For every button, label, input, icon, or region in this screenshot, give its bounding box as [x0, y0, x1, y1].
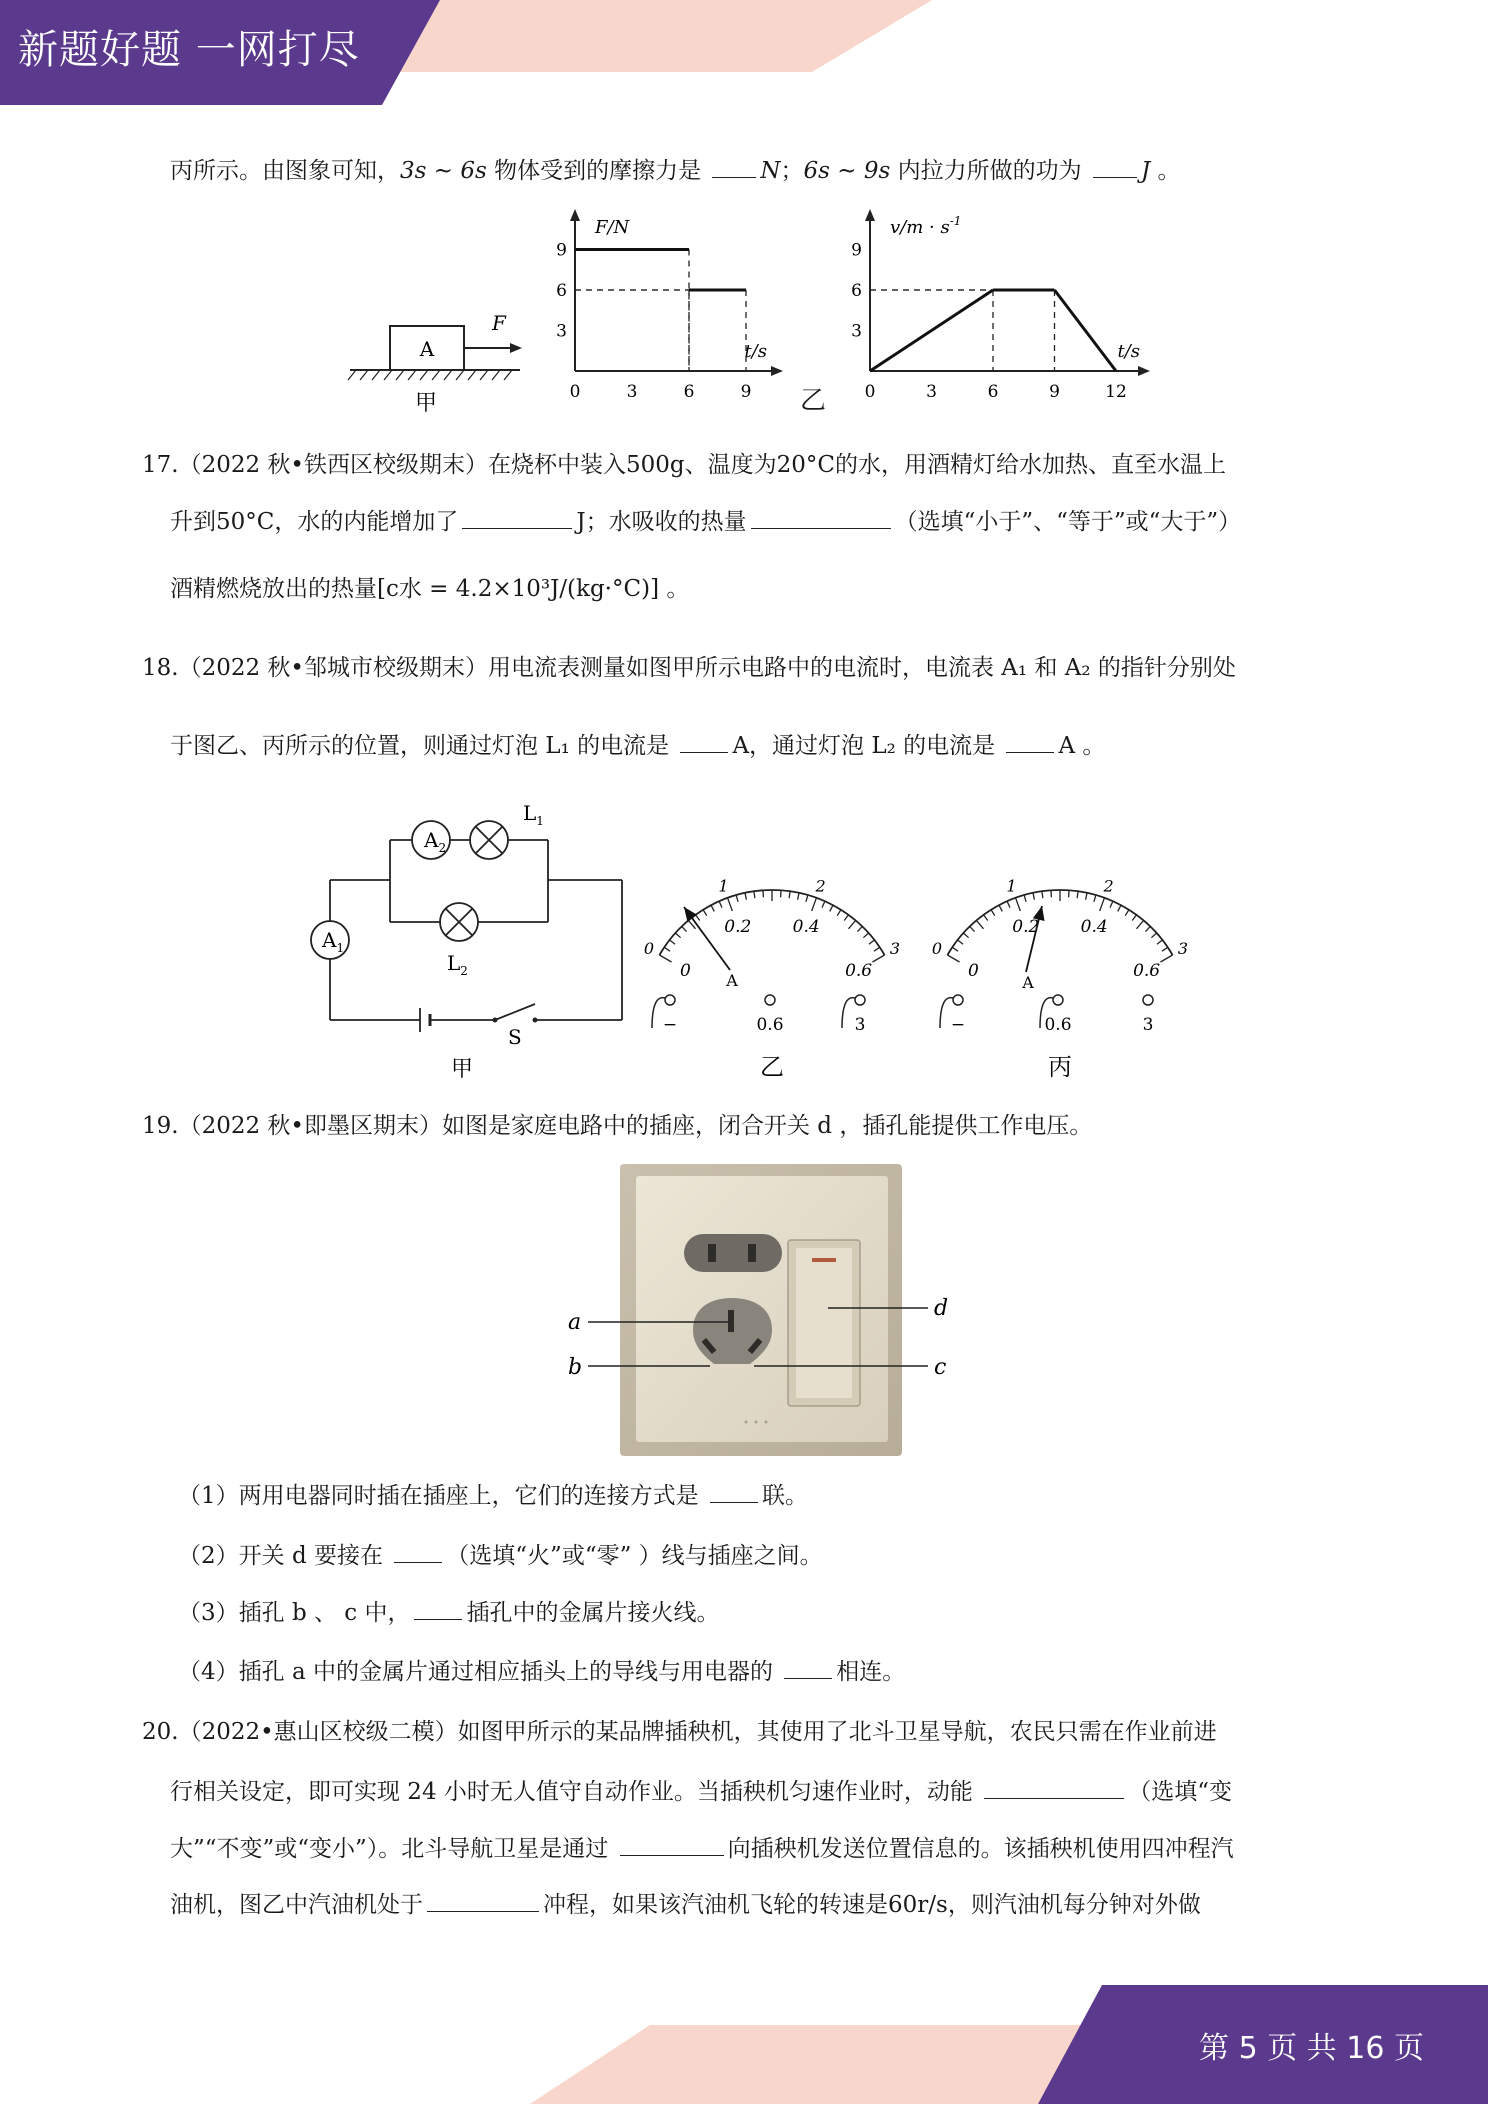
dial-tick: [830, 905, 833, 911]
dial-tick: [1151, 933, 1156, 938]
dial-top-label: 2: [1103, 876, 1114, 896]
terminal: [953, 995, 963, 1005]
dial-tick: [1016, 898, 1021, 911]
ammeter-A2-label: $A_2$: [424, 828, 447, 855]
dial-tick: [991, 910, 995, 916]
dial-tick: [719, 901, 722, 907]
dial-tick: [970, 926, 975, 931]
socket-figure: [560, 1160, 960, 1460]
dial-tick: [1132, 915, 1136, 921]
page-number: 第 5 页 共 16 页: [1199, 2031, 1424, 2066]
terminal-label: −: [950, 1015, 966, 1035]
y-tick-label: 6: [556, 281, 567, 301]
q18-line2: 于图乙、丙所示的位置，则通过灯泡 L₁ 的电流是 A，通过灯泡 L₂ 的电流是 A 。: [170, 730, 1105, 762]
q20-line4: 油机，图乙中汽油机处于 冲程，如果该汽油机飞轮的转速是60r/s，则汽油机每分钟对外做: [170, 1889, 1201, 1921]
dial-bottom-label: 0.2: [724, 917, 752, 938]
dial-tick: [874, 947, 880, 951]
fig-block-force: [340, 300, 530, 420]
chart-force-time: [555, 205, 785, 405]
answer-blank[interactable]: [1006, 730, 1054, 753]
dial-tick: [844, 915, 848, 921]
label-c: c: [934, 1355, 947, 1380]
circuit-diagram: [290, 790, 630, 1090]
dial-top-label: 3: [889, 939, 901, 958]
dial-tick: [848, 920, 855, 928]
answer-blank[interactable]: [680, 730, 728, 753]
answer-blank[interactable]: [984, 1776, 1124, 1799]
unit-label: A: [726, 971, 738, 990]
dial-tick: [1118, 905, 1121, 911]
dial-tick: [1033, 893, 1034, 900]
dial-tick: [837, 910, 841, 916]
terminal: [1053, 995, 1063, 1005]
x-tick-label: 3: [626, 382, 638, 402]
x-tick-label: 9: [740, 382, 752, 402]
terminal: [1143, 995, 1153, 1005]
terminal: [765, 995, 775, 1005]
terminal: [665, 995, 675, 1005]
q17-line3: 酒精燃烧放出的热量[c水 = 4.2×10³J/(kg·°C)] 。: [170, 576, 690, 602]
y-tick-label: 3: [851, 321, 862, 342]
fig-caption: 丙: [1048, 1053, 1072, 1081]
dial-tick: [822, 901, 825, 907]
dial-tick: [728, 898, 733, 911]
x-tick-label: 6: [683, 382, 695, 402]
lamp-L1-label: $L_1$: [523, 801, 544, 828]
dial-bottom-label: 0: [679, 961, 691, 981]
answer-blank[interactable]: [712, 155, 756, 178]
dial-tick: [789, 891, 790, 898]
dial-tick: [675, 933, 680, 938]
dial-tick: [1160, 955, 1172, 962]
q19-sub2: （2）开关 d 要接在 （选填“火”或“零” ）线与插座之间。: [178, 1540, 823, 1572]
dial-tick: [947, 955, 959, 962]
dial-tick: [1007, 901, 1010, 907]
dial-tick: [754, 891, 755, 898]
answer-blank[interactable]: [414, 1597, 462, 1620]
dial-tick: [869, 940, 875, 944]
dial-tick: [984, 915, 988, 921]
label-b: b: [568, 1355, 583, 1380]
q20-line1: 20.（2022•惠山区校级二模）如图甲所示的某品牌插秧机，其使用了北斗卫星导航，农民只需在作业前进: [142, 1719, 1217, 1745]
q19-sub3: （3）插孔 b 、 c 中， 插孔中的金属片接火线。: [178, 1597, 719, 1629]
dial-tick: [958, 940, 964, 944]
dial-top-label: 3: [1177, 939, 1189, 958]
dial-top-label: 1: [1006, 876, 1017, 896]
dial-tick: [1100, 898, 1105, 911]
force-label: F: [492, 311, 506, 335]
dial-tick: [1125, 910, 1129, 916]
answer-blank[interactable]: [427, 1889, 539, 1912]
x-tick-label: 9: [1049, 382, 1060, 402]
fig-caption: 乙: [800, 386, 827, 416]
q17-line2: 升到50°C，水的内能增加了 J；水吸收的热量 （选填“小于”、“等于”或“大于”）: [170, 506, 1241, 538]
terminal-label: 0.6: [1044, 1015, 1072, 1035]
dial-bottom-label: 0.6: [1133, 961, 1161, 981]
dial-tick: [745, 893, 746, 900]
q18-line1: 18.（2022 秋•邹城市校级期末）用电流表测量如图甲所示电路中的电流时，电流表 A₁ 和 A₂ 的指针分别处: [142, 655, 1236, 681]
switch-S-label: S: [508, 1025, 522, 1049]
dial-tick: [857, 926, 862, 931]
dial-tick: [1094, 895, 1096, 902]
label-d: d: [934, 1296, 949, 1321]
ammeter-bing: [920, 850, 1200, 1090]
x-tick-label: 12: [1105, 382, 1127, 402]
unit-label: A: [1022, 973, 1034, 992]
x-tick-label: 6: [987, 382, 999, 402]
ammeter-A1-label: $A_1$: [322, 928, 345, 955]
terminal-label: −: [662, 1015, 678, 1035]
dial-tick: [1086, 893, 1087, 900]
q20-line2: 行相关设定，即可实现 24 小时无人值守自动作业。当插秧机匀速作业时，动能 （选填“变: [170, 1776, 1232, 1808]
terminal-label: 3: [854, 1015, 866, 1035]
dial-tick: [872, 955, 884, 962]
dial-tick: [806, 895, 808, 902]
series-segment: [870, 290, 993, 371]
answer-blank[interactable]: [394, 1540, 442, 1563]
dial-tick: [1136, 920, 1143, 928]
dial-tick: [1024, 895, 1026, 902]
dial-top-label: 0: [643, 939, 655, 958]
dial-tick: [976, 920, 983, 928]
ammeter-yi: [632, 850, 912, 1090]
dial-top-label: 2: [815, 876, 826, 896]
lamp-L2-label: $L_2$: [447, 951, 468, 978]
dial-tick: [670, 940, 676, 944]
chart-velocity-time: [850, 205, 1150, 405]
x-axis-label: t/s: [1117, 341, 1140, 362]
dial-top-label: 0: [931, 939, 943, 958]
dial-tick: [952, 947, 958, 951]
dial-tick: [1162, 947, 1168, 951]
q19-sub4: （4）插孔 a 中的金属片通过相应插头上的导线与用电器的 相连。: [178, 1656, 905, 1688]
dial-tick: [798, 893, 799, 900]
terminal-label: 0.6: [756, 1015, 784, 1035]
wire: [842, 998, 855, 1028]
dial-bottom-label: 0: [967, 961, 979, 981]
dial-tick: [1145, 926, 1150, 931]
dial-tick: [703, 910, 707, 916]
q16-line1: 丙所示。由图象可知，3s ~ 6s 物体受到的摩擦力是 N；6s ~ 9s 内拉力所做的功为 J 。: [170, 155, 1180, 187]
answer-blank[interactable]: [784, 1656, 832, 1679]
x-tick-label: 3: [926, 382, 937, 402]
fig-caption: 甲: [414, 391, 438, 416]
dial-tick: [711, 905, 714, 911]
x-tick-label: 0: [864, 382, 876, 402]
q20-line3: 大”“不变”或“变小”）。北斗导航卫星是通过 向插秧机发送位置信息的。该插秧机使用四冲程汽: [170, 1833, 1234, 1865]
dial-bottom-label: 0.4: [1080, 917, 1108, 938]
dial-tick: [999, 905, 1002, 911]
y-tick-label: 3: [556, 321, 567, 342]
dial-tick: [1077, 891, 1078, 898]
y-tick-label: 9: [556, 240, 567, 261]
dial-bottom-label: 0.6: [845, 961, 873, 981]
dial-tick: [736, 895, 738, 902]
dial-tick: [1157, 940, 1163, 944]
dial-tick: [659, 955, 671, 962]
dial-tick: [682, 926, 687, 931]
dial-tick: [863, 933, 868, 938]
answer-blank[interactable]: [751, 506, 891, 529]
x-tick-label: 0: [569, 382, 581, 402]
label-a: a: [568, 1310, 582, 1335]
header-title: 新题好题 一网打尽: [18, 27, 360, 73]
dial-bottom-label: 0.2: [1012, 917, 1040, 938]
dial-tick: [664, 947, 670, 951]
terminal-label: 3: [1142, 1015, 1154, 1035]
answer-blank[interactable]: [462, 506, 572, 529]
y-axis-label: F/N: [595, 217, 630, 238]
dial-tick: [1042, 891, 1043, 898]
y-tick-label: 6: [851, 281, 862, 301]
dial-tick: [812, 898, 817, 911]
dial-tick: [1110, 901, 1113, 907]
x-axis-label: t/s: [744, 341, 767, 362]
terminal: [855, 995, 865, 1005]
y-tick-label: 9: [851, 240, 862, 261]
fig-caption: 乙: [760, 1053, 784, 1081]
fig-caption: 甲: [450, 1057, 474, 1082]
dial-tick: [963, 933, 968, 938]
dial-tick: [696, 915, 700, 921]
answer-blank[interactable]: [710, 1480, 758, 1503]
y-axis-label: $v/m \cdot s^{-1}$: [890, 214, 962, 238]
dial-top-label: 1: [718, 876, 729, 896]
block-label: A: [419, 337, 435, 361]
answer-blank[interactable]: [620, 1833, 724, 1856]
q19-line1: 19.（2022 秋•即墨区期末）如图是家庭电路中的插座，闭合开关 d ，插孔能提供工作电压。: [142, 1113, 1093, 1139]
q17-line1: 17.（2022 秋•铁西区校级期末）在烧杯中装入500g、温度为20°C的水，用酒精灯给水加热、直至水温上: [142, 452, 1226, 478]
answer-blank[interactable]: [1093, 155, 1137, 178]
dial-bottom-label: 0.4: [792, 917, 820, 938]
series-segment: [1055, 290, 1117, 371]
q19-sub1: （1）两用电器同时插在插座上，它们的连接方式是 联。: [178, 1480, 808, 1512]
